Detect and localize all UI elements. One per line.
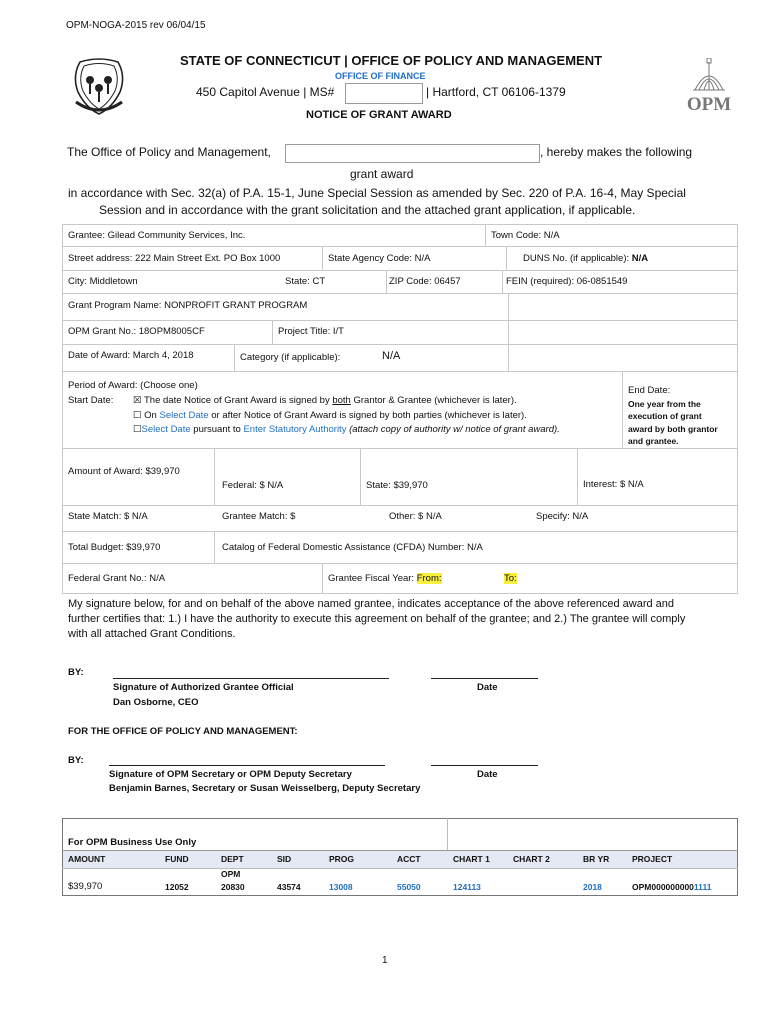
cfda-number: Catalog of Federal Domestic Assistance (CFDA) Number: N/A [222, 542, 483, 553]
by-label: BY: [68, 667, 84, 678]
page-title: STATE OF CONNECTICUT | OFFICE OF POLICY AND MANAGEMENT [180, 53, 603, 68]
federal-grant-number: Federal Grant No.: N/A [68, 573, 166, 584]
fein: FEIN (required): 06-0851549 [506, 276, 628, 287]
col-br-yr: BR YR [583, 854, 610, 864]
state-match: State Match: $ N/A [68, 511, 148, 522]
grantee-fiscal-year: Grantee Fiscal Year: From: [328, 573, 442, 584]
business-br-yr: 2018 [583, 882, 602, 892]
fiscal-to-field[interactable]: To: [504, 573, 517, 584]
fiscal-from-field[interactable]: From: [416, 573, 442, 584]
grantee-signature-line[interactable] [113, 678, 389, 679]
end-date-line1: One year from the [628, 399, 701, 409]
start-option-select-date[interactable]: ☐ On Select Date or after Notice of Grant Award is signed by both parties (whichever is later). [133, 410, 527, 421]
business-dept-prefix: OPM [221, 869, 241, 879]
business-prog: 13008 [329, 882, 353, 892]
state: State: CT [285, 276, 326, 287]
intro-legal-line1: in accordance with Sec. 32(a) of P.A. 15-1, June Special Session as amended by Sec. 220 of P.A. 16-4, May Special [68, 186, 686, 200]
other-amount: Other: $ N/A [389, 511, 442, 522]
end-date-line4: and grantee. [628, 436, 679, 446]
town-code: Town Code: N/A [491, 230, 560, 241]
state-agency-code: State Agency Code: N/A [328, 253, 431, 264]
business-project: OPM0000000001111 [632, 882, 712, 892]
opm-signature-title: Signature of OPM Secretary or OPM Deputy Secretary [109, 769, 352, 780]
svg-text:OPM: OPM [686, 94, 732, 114]
business-fund: 12052 [165, 882, 189, 892]
certification-line1: My signature below, for and on behalf of the above named grantee, indicates acceptance of the above referenced award and [68, 598, 675, 610]
opm-signature-heading: FOR THE OFFICE OF POLICY AND MANAGEMENT: [68, 726, 298, 737]
opm-grant-number: OPM Grant No.: 18OPM8005CF [68, 326, 205, 337]
business-use-heading: For OPM Business Use Only [68, 837, 197, 848]
grantor-name-field[interactable] [285, 144, 540, 163]
office-subtitle: OFFICE OF FINANCE [335, 71, 426, 81]
form-id: OPM-NOGA-2015 rev 06/04/15 [66, 20, 206, 31]
grantee-date-label: Date [477, 682, 498, 693]
state-amount: State: $39,970 [366, 480, 428, 491]
address-left: 450 Capitol Avenue | MS# [196, 85, 335, 99]
notice-heading: NOTICE OF GRANT AWARD [306, 109, 452, 121]
start-option-statutory[interactable]: ☐Select Date pursuant to Enter Statutory Authority (attach copy of authority w/ notice of grant award). [133, 424, 560, 435]
opm-signature-line[interactable] [109, 765, 385, 766]
end-date-line3: award by both grantor [628, 424, 718, 434]
city: City: Middletown [68, 276, 138, 287]
col-chart2: CHART 2 [513, 854, 550, 864]
certification-line2: further certifies that: 1.) I have the authority to execute this agreement on behalf of the grantee; and 2.) The grantee will comply [68, 613, 686, 625]
col-amount: AMOUNT [68, 854, 106, 864]
col-prog: PROG [329, 854, 355, 864]
category-value: N/A [382, 350, 401, 362]
intro-tail: , hereby makes the following [540, 145, 693, 159]
start-date-label: Start Date: [68, 395, 114, 406]
ms-number-field[interactable] [345, 83, 423, 104]
business-dept: 20830 [221, 882, 245, 892]
connecticut-seal-icon [70, 58, 128, 116]
address-right: | Hartford, CT 06106-1379 [426, 85, 566, 99]
category-label: Category (if applicable): [240, 352, 341, 363]
amount-of-award: Amount of Award: $39,970 [68, 466, 180, 477]
intro-legal-line2: Session and in accordance with the grant solicitation and the attached grant application, if applicable. [99, 203, 636, 217]
federal-amount: Federal: $ N/A [222, 480, 284, 491]
start-option-both-signed[interactable]: ☒ The date Notice of Grant Award is signed by both Grantor & Grantee (whichever is later). [133, 395, 517, 406]
intro-lead: The Office of Policy and Management, [67, 145, 271, 159]
certification-line3: with all attached Grant Conditions. [68, 628, 236, 640]
intro-grant-award: grant award [350, 167, 414, 181]
opm-date-line[interactable] [431, 765, 538, 766]
grantee-match: Grantee Match: $ [222, 511, 296, 522]
end-date-line2: execution of grant [628, 411, 702, 421]
street-address: Street address: 222 Main Street Ext. PO Box 1000 [68, 253, 281, 264]
business-acct: 55050 [397, 882, 421, 892]
by-label: BY: [68, 755, 84, 766]
col-acct: ACCT [397, 854, 421, 864]
checkbox-unchecked-icon[interactable]: ☐ [133, 410, 142, 421]
business-sid: 43574 [277, 882, 301, 892]
duns-number: DUNS No. (if applicable): N/A [523, 253, 649, 264]
period-of-award-label: Period of Award: (Choose one) [68, 380, 198, 391]
grantee-signature-title: Signature of Authorized Grantee Official [113, 682, 294, 693]
col-project: PROJECT [632, 854, 673, 864]
col-sid: SID [277, 854, 292, 864]
specify: Specify: N/A [536, 511, 589, 522]
grantee-name: Grantee: Gilead Community Services, Inc. [68, 230, 246, 241]
zip-code: ZIP Code: 06457 [389, 276, 461, 287]
grant-program-name: Grant Program Name: NONPROFIT GRANT PROGRAM [68, 300, 308, 311]
business-amount: $39,970 [68, 881, 103, 892]
opm-signer-names: Benjamin Barnes, Secretary or Susan Weisselberg, Deputy Secretary [109, 783, 421, 794]
total-budget: Total Budget: $39,970 [68, 542, 161, 553]
col-fund: FUND [165, 854, 189, 864]
grantee-date-line[interactable] [431, 678, 538, 679]
page-number: 1 [382, 955, 388, 966]
grantee-signer-name: Dan Osborne, CEO [113, 697, 199, 708]
interest-amount: Interest: $ N/A [583, 479, 644, 490]
opm-date-label: Date [477, 769, 498, 780]
business-chart1: 124113 [453, 882, 481, 892]
end-date-label: End Date: [628, 385, 671, 396]
date-of-award: Date of Award: March 4, 2018 [68, 350, 194, 361]
checkbox-checked-icon[interactable]: ☒ [133, 395, 142, 406]
checkbox-unchecked-icon[interactable]: ☐ [133, 424, 142, 435]
col-dept: DEPT [221, 854, 244, 864]
col-chart1: CHART 1 [453, 854, 490, 864]
opm-logo-icon [683, 58, 735, 114]
project-title: Project Title: I/T [278, 326, 344, 337]
